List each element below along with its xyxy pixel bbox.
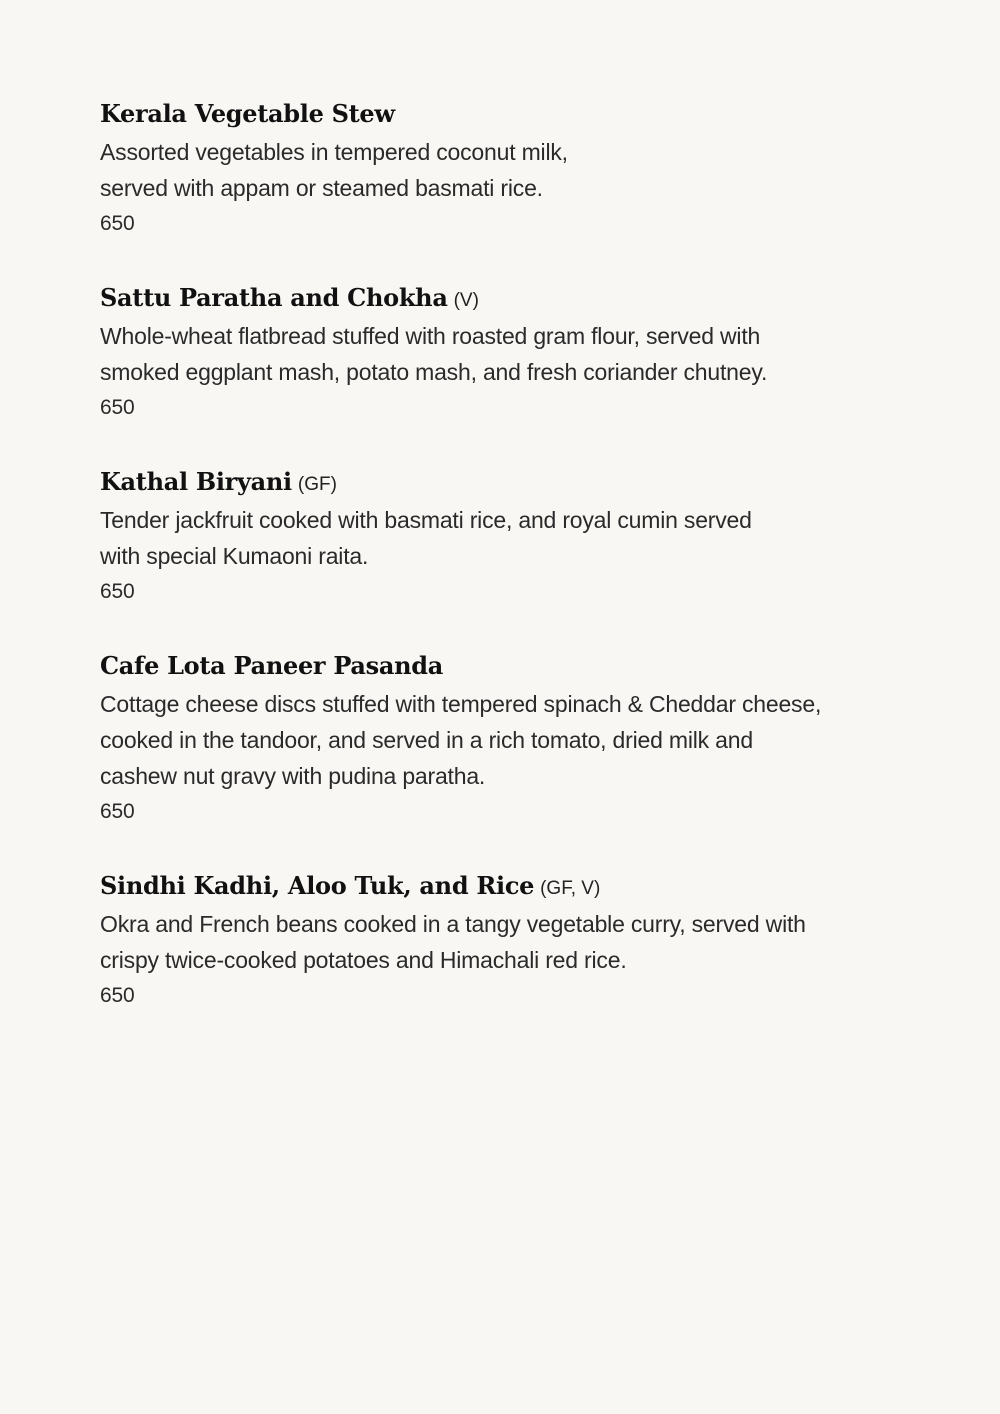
- menu-item-price: 650: [100, 580, 135, 603]
- menu-item-description-line: cooked in the tandoor, and served in a rich tomato, dried milk and: [100, 727, 753, 753]
- menu-item-description-line: smoked eggplant mash, potato mash, and fresh coriander chutney.: [100, 359, 768, 385]
- menu-item-description-line: served with appam or steamed basmati rice.: [100, 175, 543, 201]
- menu-item-tags: (GF, V): [540, 878, 601, 899]
- menu-item-title: [100, 646, 900, 686]
- menu-item-description-line: Whole-wheat flatbread stuffed with roasted gram flour, served with: [100, 323, 761, 349]
- menu-item-name: Sattu Paratha and Chokha: [100, 283, 448, 312]
- menu-item-price: 650: [100, 800, 135, 823]
- menu-item-description-line: with special Kumaoni raita.: [100, 543, 369, 569]
- menu-item-kathal-biryani: [100, 462, 900, 610]
- menu-item-price: 650: [100, 396, 135, 419]
- menu-item-description-line: Assorted vegetables in tempered coconut milk,: [100, 139, 568, 165]
- menu-item-name: Kerala Vegetable Stew: [100, 99, 395, 128]
- menu-item-description-line: crispy twice-cooked potatoes and Himachali red rice.: [100, 947, 627, 973]
- menu-item-title: [100, 462, 900, 502]
- menu-item-description-line: Cottage cheese discs stuffed with tempered spinach & Cheddar cheese,: [100, 691, 822, 717]
- menu-item-title: [100, 278, 900, 318]
- menu-item-description-line: Okra and French beans cooked in a tangy vegetable curry, served with: [100, 911, 806, 937]
- menu-item-price: 650: [100, 984, 135, 1007]
- menu-item-price: 650: [100, 212, 135, 235]
- menu-item-cafe-lota-paneer-pasanda: [100, 646, 900, 830]
- menu-item-title: [100, 866, 900, 906]
- menu-item-sattu-paratha-and-chokha: [100, 278, 900, 426]
- menu-item-name: Cafe Lota Paneer Pasanda: [100, 651, 444, 680]
- menu-item-description-line: Tender jackfruit cooked with basmati rice, and royal cumin served: [100, 507, 752, 533]
- menu-item-tags: (GF): [297, 474, 337, 495]
- menu-item-sindhi-kadhi-aloo-tuk-and-rice: [100, 866, 900, 1014]
- menu-item-tags: (V): [453, 290, 479, 311]
- menu-list: [100, 94, 900, 1050]
- menu-item-name: Kathal Biryani: [100, 467, 292, 496]
- menu-item-name: Sindhi Kadhi, Aloo Tuk, and Rice: [100, 871, 535, 900]
- menu-item-title: [100, 94, 900, 134]
- menu-item-kerala-vegetable-stew: [100, 94, 900, 242]
- menu-item-description-line: cashew nut gravy with pudina paratha.: [100, 763, 486, 789]
